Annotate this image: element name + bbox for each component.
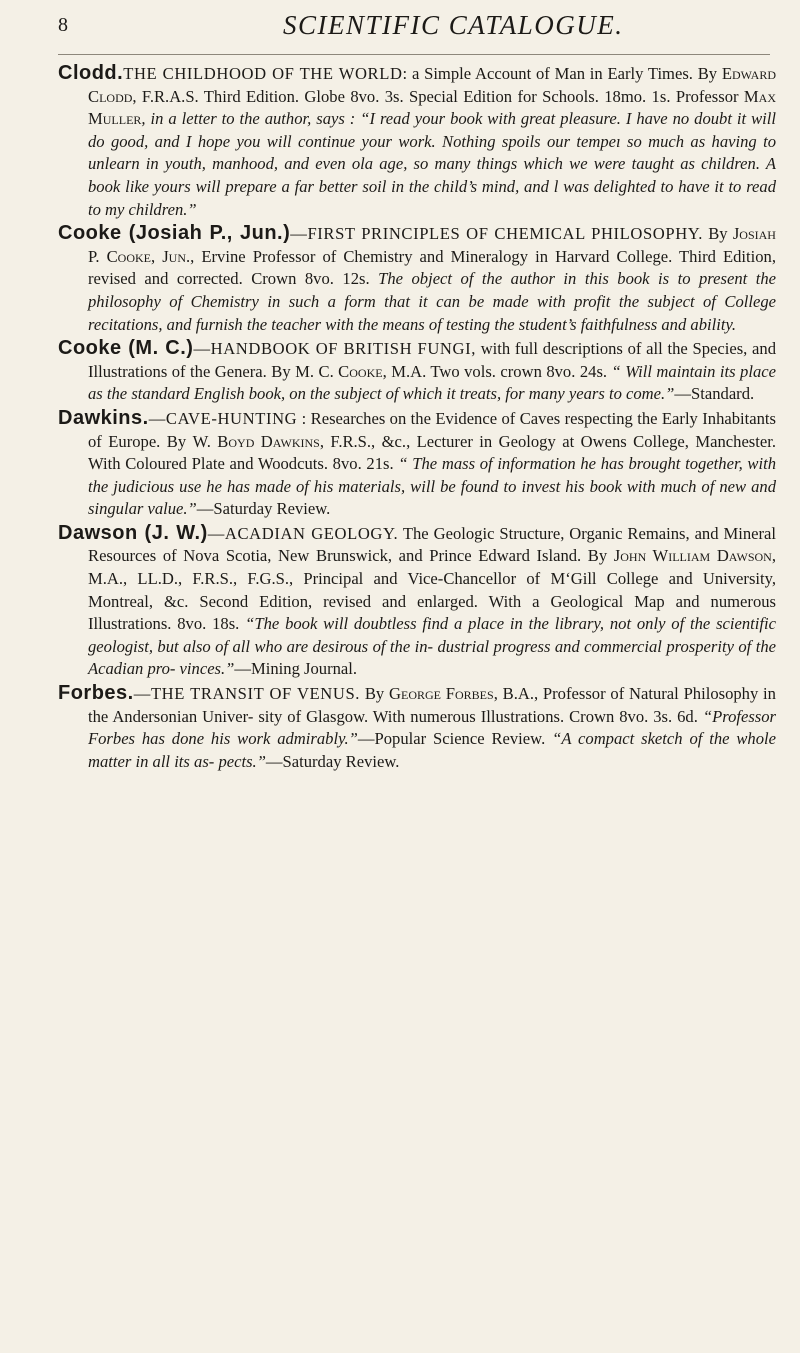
- entry-description: By: [360, 684, 389, 704]
- entry-quote: “The book will doubtless find a place in the library, not only of the scientific geologist, but also of all who are desirous of the in- dustrial progress and commercial prosperity of the Acadian pro- vinces.”: [88, 614, 776, 679]
- entry-dawkins: [58, 407, 776, 521]
- entry-quote: The object of the author in this book is to present the philosophy of Chemistry in such a form that it can be made with profit the subject of College recitations, and furnish the teacher with the means of testing the student’s faithfulness and ability.: [88, 269, 776, 334]
- entry-quote: “I read your book with great pleasure. I have no doubt it will do good, and I hope you will continue your work. Nothing spoils our tempeı so much as having to unlearn in youth, manhood, and even ola age, so many things which we were taught as children. A book like yours will prepare a far better soil in the child’s mind, and l was delighted to have it to read to my children.”: [88, 109, 776, 219]
- entry-text: [58, 682, 776, 773]
- entry-details: , Ervine Professor of Chemistry and Mineralogy in Harvard College. Third Edition, revised and corrected. Crown 8vo. 12s.: [88, 246, 776, 289]
- entry-details: , F.R.S., &c., Lecturer in Geology at Owens College, Manchester. With Coloured Plate and Woodcuts. 8vo. 21s.: [88, 431, 776, 474]
- entry-description: The Geologic Structure, Organic Remains, and Mineral Resources of Nova Scotia, New Brunswick, and Prince Edward Island. By: [88, 523, 777, 566]
- entry-byline: Josiah P. Cooke, Jun.: [88, 224, 776, 266]
- entry-quote: “Professor Forbes has done his work admirably.”: [88, 706, 777, 749]
- entry-quote-source: —Popular Science Review.: [357, 729, 553, 749]
- catalogue-entries: [58, 62, 776, 774]
- entry-byline: W. Boyd Dawkins: [192, 431, 320, 451]
- page-header: [58, 8, 778, 50]
- entry-dawson: [58, 522, 776, 681]
- entry-title: —THE TRANSIT OF VENUS.: [133, 684, 361, 704]
- entry-text: [58, 337, 776, 406]
- entry-quote-second: “A compact sketch of the whole matter in all its as- pects.”: [88, 729, 776, 771]
- entry-author: Dawkins.: [58, 406, 149, 429]
- entry-text: [58, 407, 776, 521]
- page-number: 8: [58, 14, 68, 36]
- entry-details: Two vols. crown 8vo. 24s.: [426, 361, 608, 381]
- entry-critic: Max Muller: [88, 86, 776, 129]
- header-rule: [58, 54, 770, 55]
- entry-byline: George Forbes: [389, 684, 494, 704]
- entry-critic-note: , in a letter to the author, says :: [141, 109, 361, 129]
- entry-quote-source: —Mining Journal.: [234, 659, 358, 679]
- entry-quote: “ The mass of information he has brought together, with the judicious use he has made of his materials, will be found to invest his book with much of new and singular value.”: [88, 454, 776, 519]
- entry-description: : a Simple Account of Man in Early Times. By: [402, 64, 722, 83]
- entry-description: By: [702, 224, 733, 244]
- running-title: SCIENTIFIC CATALOGUE.: [283, 10, 624, 40]
- entry-details: , F.R.A.S. Third Edition. Globe 8vo. 3s. Special Edition for Schools. 18mo. 1s. Professor: [132, 86, 744, 106]
- entry-forbes: [58, 682, 776, 773]
- entry-cooke-josiah: [58, 222, 776, 336]
- entry-text: [58, 222, 776, 336]
- entry-text: [58, 62, 776, 221]
- entry-description: with full descriptions of all the Species, and Illustrations of the Genera. By: [88, 339, 776, 381]
- entry-title: —ACADIAN GEOLOGY.: [207, 523, 399, 543]
- entry-quote: “ Will maintain its place as the standard English book, on the subject of which it treats, for many years to come.”: [88, 361, 776, 404]
- entry-clodd: [58, 62, 776, 221]
- entry-details: , M.A., LL.D., F.R.S., F.G.S., Principal and Vice-Chancellor of M‘Gill College and University, Montreal, &c. Second Edition, revised and enlarged. With a Geological Map and numerous Illustrations. 8vo. 18s.: [88, 546, 776, 634]
- entry-author: Cooke (Josiah P., Jun.): [58, 222, 291, 245]
- entry-text: [58, 522, 776, 681]
- entry-quote-source: —Standard.: [674, 384, 755, 404]
- entry-description: : Researches on the Evidence of Caves respecting the Early Inhabitants of Europe. By: [88, 408, 776, 451]
- entry-title: —HANDBOOK OF BRITISH FUNGI,: [193, 339, 476, 359]
- entry-author: Forbes.: [58, 682, 134, 705]
- entry-quote-source-second: —Saturday Review.: [265, 751, 400, 771]
- entry-cooke-mc: [58, 337, 776, 406]
- entry-byline: Edward Clodd: [88, 64, 777, 106]
- entry-byline: John William Dawson: [613, 546, 772, 566]
- entry-quote-source: —Saturday Review.: [196, 499, 331, 519]
- entry-title: —FIRST PRINCIPLES OF CHEMICAL PHILOSOPHY.: [290, 224, 703, 244]
- entry-author: Clodd.: [58, 62, 124, 84]
- entry-details: , B.A., Professor of Natural Philosophy in the Andersonian Univer- sity of Glasgow. With numerous Illustrations. Crown 8vo. 3s. 6d.: [88, 684, 776, 726]
- entry-title: —CAVE-HUNTING: [148, 408, 298, 428]
- entry-byline: M. C. Cooke, M.A.: [295, 361, 427, 381]
- entry-author: Cooke (M. C.): [58, 337, 194, 360]
- entry-author: Dawson (J. W.): [58, 521, 208, 544]
- entry-title: THE CHILDHOOD OF THE WORLD: [123, 64, 403, 83]
